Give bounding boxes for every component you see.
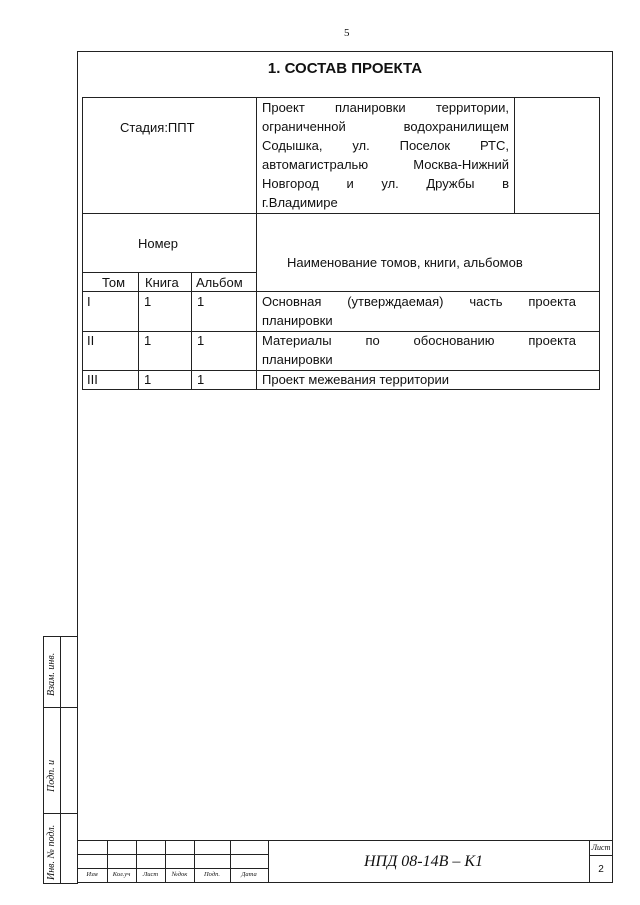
document-code: НПД 08-14В – К1 [364, 853, 484, 870]
cell-name-line: Материалы по обоснованию проекта [262, 333, 576, 348]
project-line: Содышка, ул. Поселок РТС, [262, 138, 509, 153]
sheet-number: 2 [598, 864, 604, 875]
cell-kniga: 1 [144, 333, 152, 348]
stamp-col-ndok: №док [171, 871, 188, 878]
cell-tom: I [87, 294, 91, 309]
stamp-col-list: Лист [142, 871, 159, 878]
cell-tom: II [87, 333, 95, 348]
cell-tom: III [87, 372, 98, 387]
sheet-label: Лист [591, 843, 611, 852]
cell-name-line: Проект межевания территории [262, 372, 450, 387]
cell-kniga: 1 [144, 294, 152, 309]
inv-podl-label: Инв. № подл. [46, 824, 57, 880]
project-line: г.Владимире [262, 195, 338, 210]
stamp-col-data: Дата [241, 871, 257, 878]
podp-label: Подп. и [46, 759, 57, 792]
cell-name-line: Основная (утверждаемая) часть проекта [262, 294, 576, 309]
name-header: Наименование томов, книги, альбомов [287, 255, 523, 270]
stage-label: Стадия:ППТ [120, 120, 195, 135]
stamp-col-podp: Подп. [203, 871, 221, 878]
project-line: Проект планировки территории, [262, 100, 509, 115]
page-number: 5 [344, 27, 350, 39]
col-tom-header: Том [102, 275, 126, 290]
vzam-inv-label: Взам. инв. [46, 652, 57, 696]
cell-album: 1 [197, 372, 205, 387]
number-header: Номер [138, 236, 179, 251]
cell-name-line: планировки [262, 352, 333, 367]
project-line: Новгород и ул. Дружбы в [262, 176, 509, 191]
col-kniga-header: Книга [145, 275, 179, 290]
stamp-col-koluch: Кол.уч [112, 871, 131, 878]
cell-kniga: 1 [144, 372, 152, 387]
cell-album: 1 [197, 294, 205, 309]
project-line: автомагистралью Москва-Нижний [262, 157, 509, 172]
cell-name-line: планировки [262, 313, 333, 328]
project-line: ограниченной водохранилищем [262, 119, 509, 134]
page-title: 1. СОСТАВ ПРОЕКТА [267, 60, 423, 77]
stamp-col-izm: Изм [86, 871, 98, 878]
col-album-header: Альбом [196, 275, 243, 290]
cell-album: 1 [197, 333, 205, 348]
